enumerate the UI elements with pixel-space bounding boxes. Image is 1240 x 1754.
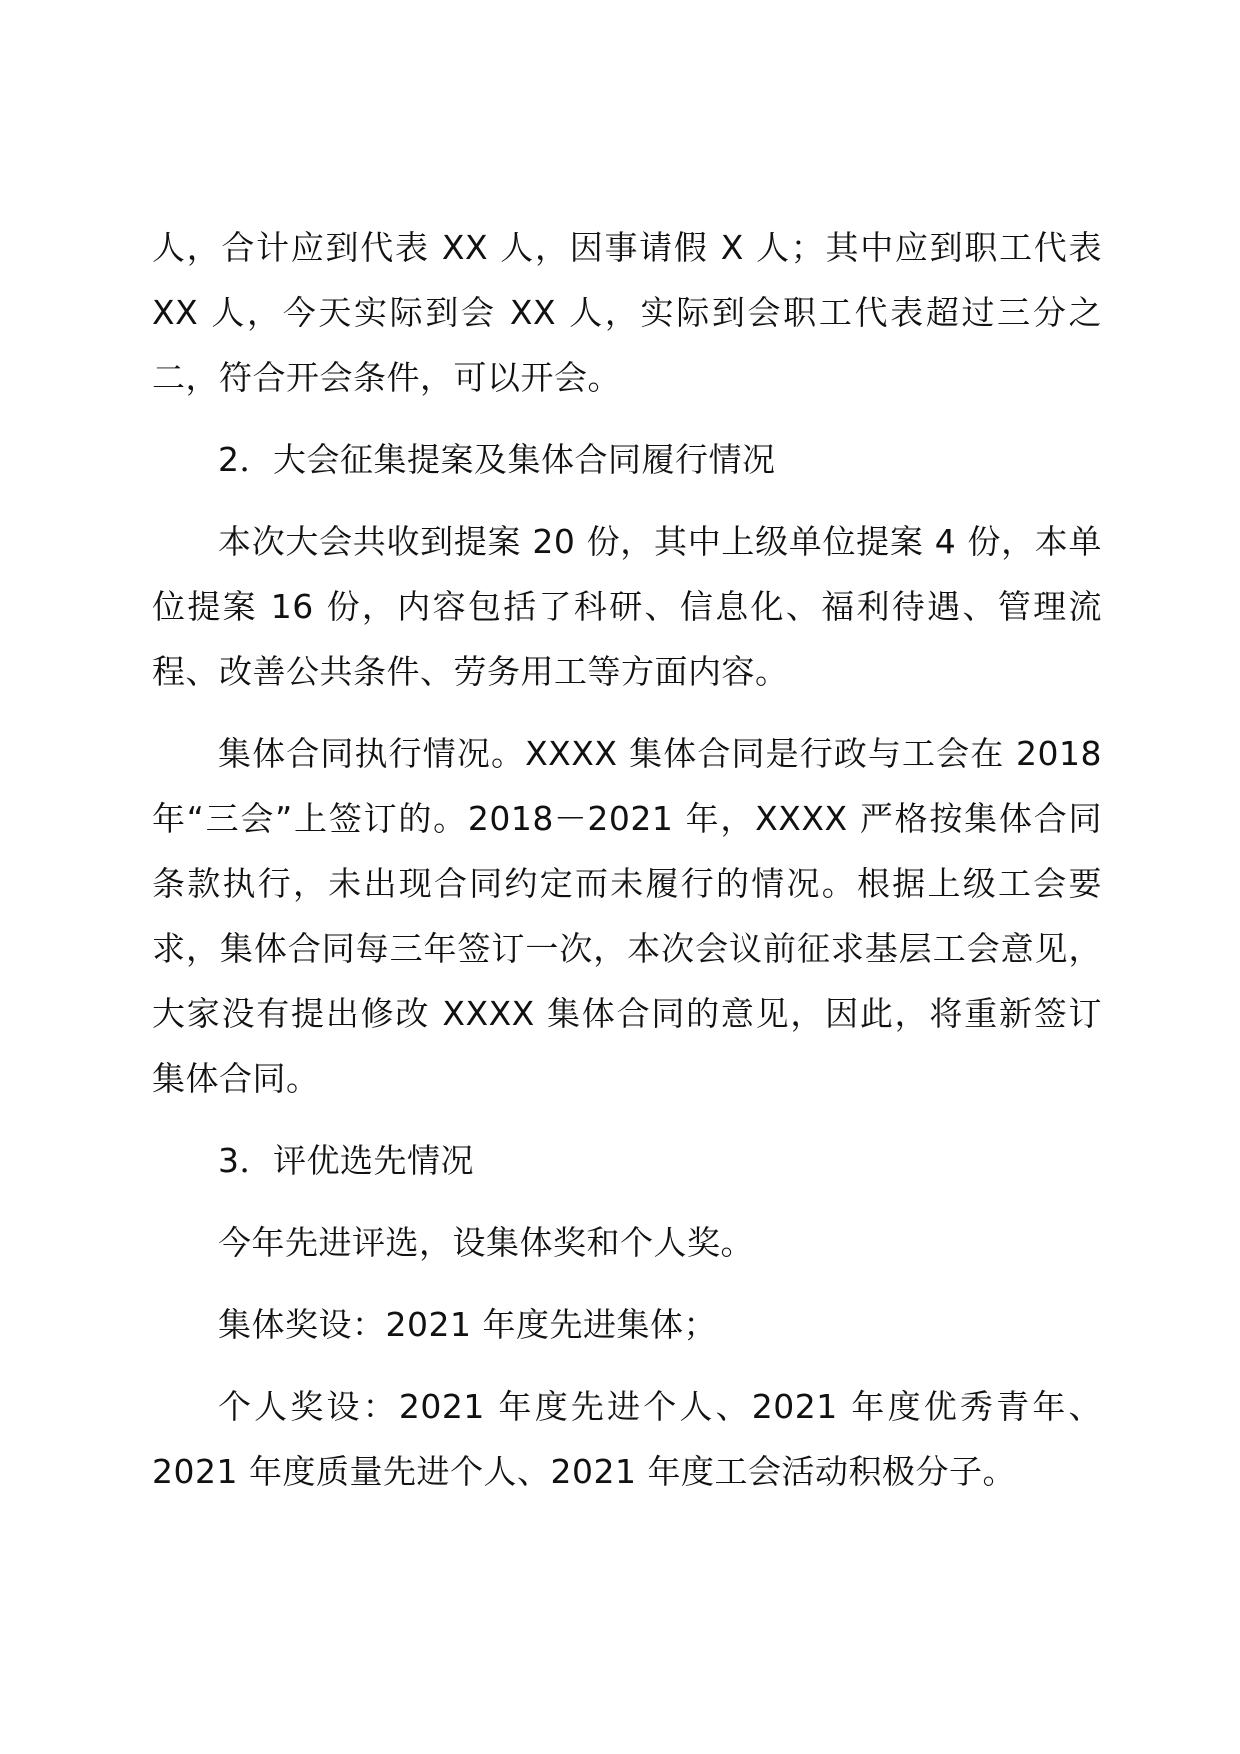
section-heading-proposals: 2．大会征集提案及集体合同履行情况 [218, 440, 776, 479]
paragraph-individual-award: 个人奖设：2021 年度先进个人、2021 年度优秀青年、2021 年度质量先进个人、2021 年度工会活动积极分子。 [152, 1387, 1102, 1491]
paragraph-attendance: 人，合计应到代表 XX 人，因事请假 X 人；其中应到职工代表 XX 人，今天实际到会 XX 人，实际到会职工代表超过三分之二，符合开会条件，可以开会。 [152, 228, 1102, 397]
section-heading-awards: 3．评优选先情况 [218, 1141, 474, 1180]
paragraph-proposals: 本次大会共收到提案 20 份，其中上级单位提案 4 份，本单位提案 16 份，内容包括了科研、信息化、福利待遇、管理流程、改善公共条件、劳务用工等方面内容。 [152, 522, 1102, 691]
paragraph-awards-intro: 今年先进评选，设集体奖和个人奖。 [218, 1223, 754, 1262]
paragraph-collective-contract: 集体合同执行情况。XXXX 集体合同是行政与工会在 2018 年“三会”上签订的。2018－2021 年，XXXX 严格按集体合同条款执行，未出现合同约定而未履行的情况。根据上级工会要求，集体合同每三年签订一次，本次会议前征求基层工会意见，大家没有提出修改 XXXX 集体合同的意见，因此，将重新签订集体合同。 [152, 734, 1102, 1098]
paragraph-collective-award: 集体奖设：2021 年度先进集体； [218, 1305, 717, 1344]
document-body [152, 215, 1102, 1521]
